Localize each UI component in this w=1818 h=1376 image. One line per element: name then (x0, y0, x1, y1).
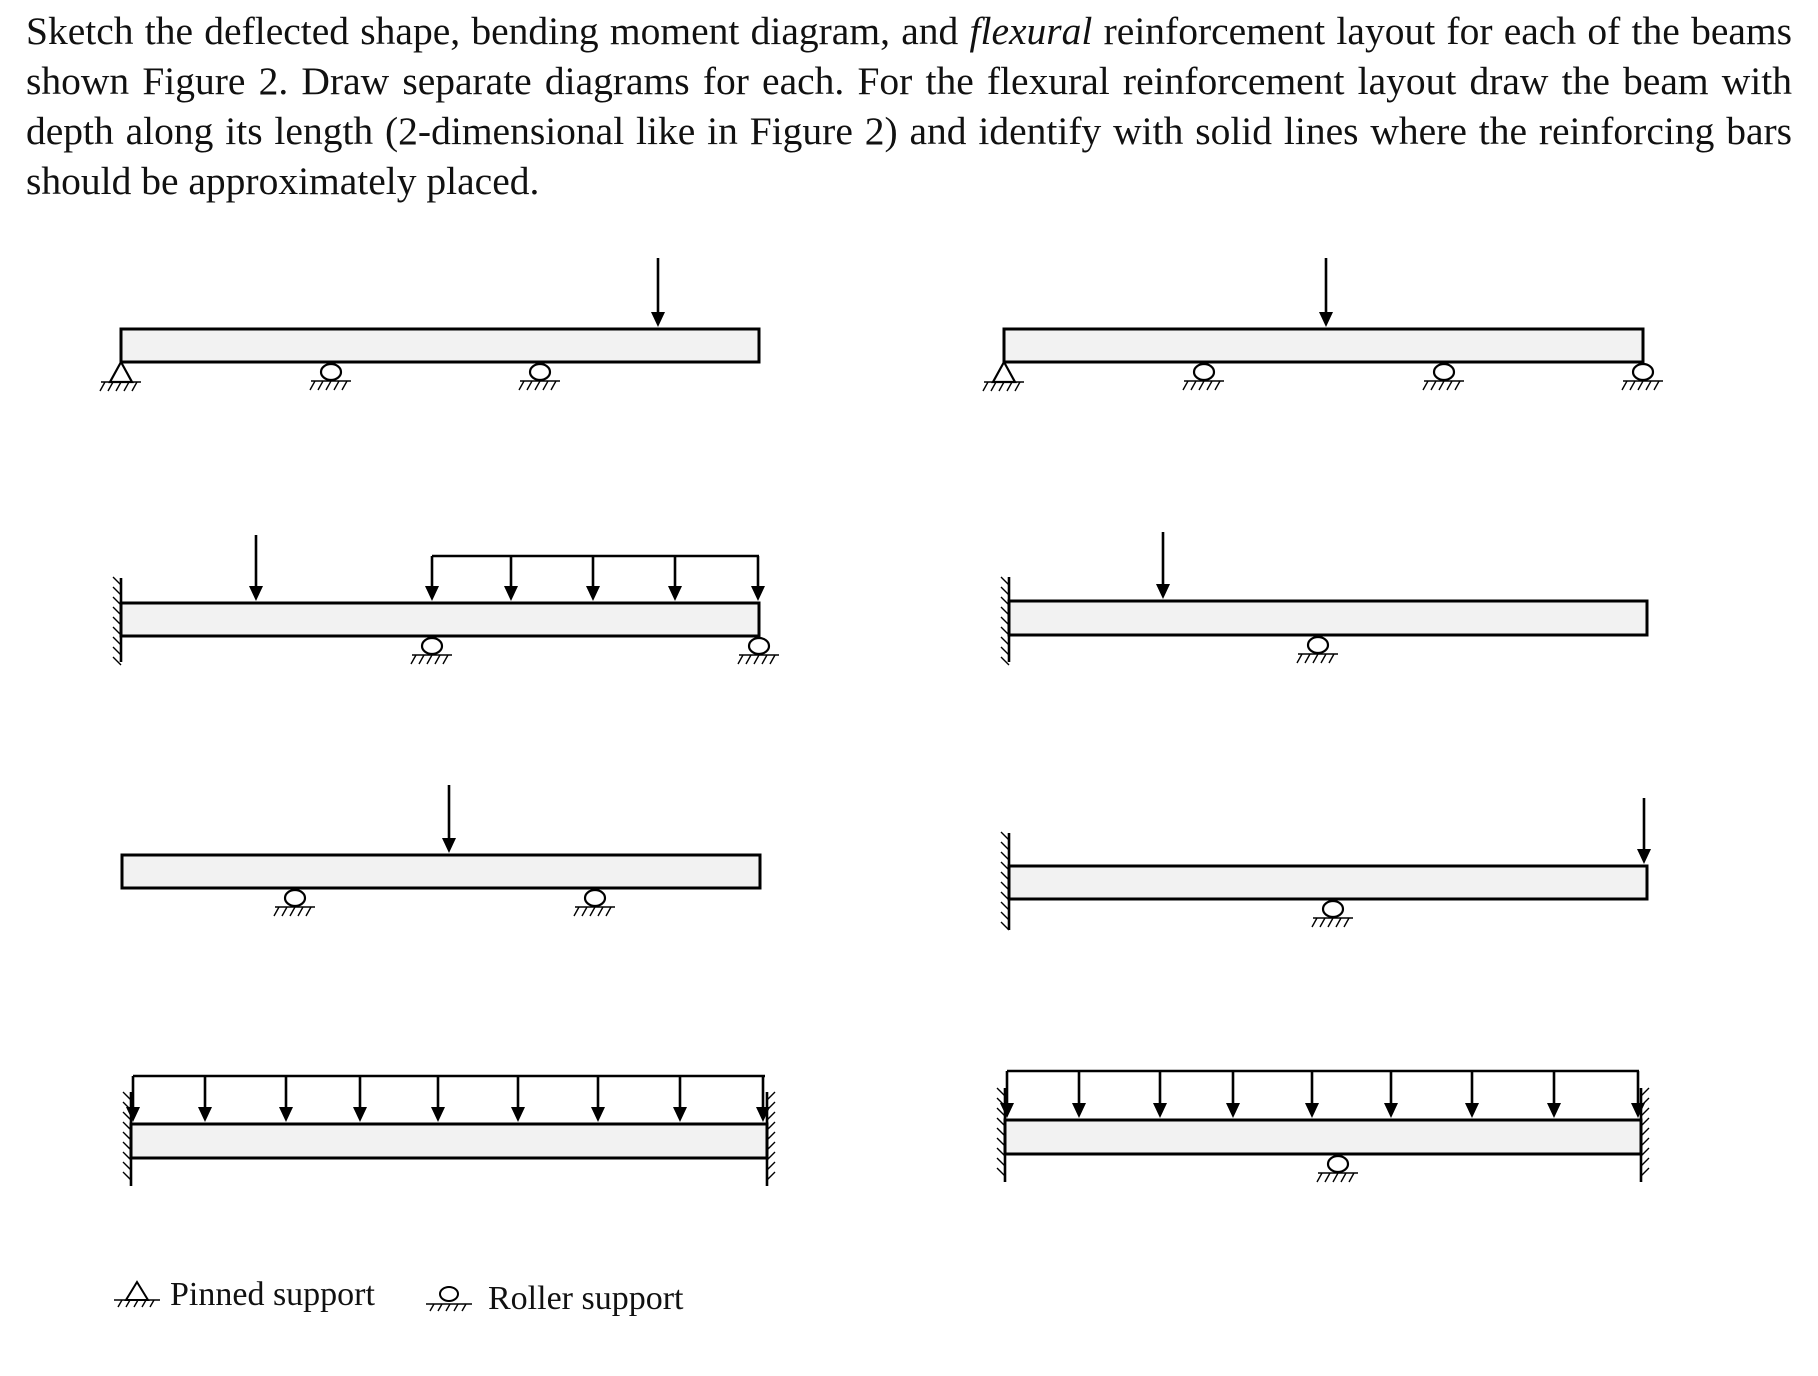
beam-8 (997, 1071, 1649, 1182)
pinned-support-legend-icon (114, 1282, 160, 1307)
roller-support-legend-icon (426, 1287, 472, 1311)
pinned-support-icon (983, 362, 1024, 391)
point-load-arrow (249, 535, 263, 601)
beam-2 (983, 258, 1663, 391)
prompt-emphasis: flexural (969, 9, 1093, 53)
beam-2-body (1004, 329, 1643, 362)
roller-support-icon (1312, 901, 1353, 927)
roller-support-icon (1622, 364, 1663, 390)
beam-3-body (121, 603, 759, 636)
point-load-arrow (1637, 798, 1651, 864)
beam-4-body (1009, 601, 1647, 635)
roller-support-icon (411, 638, 452, 664)
point-load-arrow (1319, 258, 1333, 327)
prompt-part2: reinforcement layout for each of the beams shown Figure 2. Draw separate diagrams for each. For the flexural reinforcement layout draw the beam with depth along its length (2-dimensional like in Figure 2) and identify with solid lines where the reinforcing bars should be approximately placed. (26, 9, 1792, 203)
beam-1 (100, 258, 759, 391)
beam-8-body (1005, 1120, 1641, 1154)
beam-1-body (121, 329, 759, 362)
beam-5-body (122, 855, 760, 888)
roller-support-icon (1423, 364, 1464, 390)
point-load-arrow (651, 258, 665, 327)
point-load-arrow (442, 785, 456, 853)
roller-support-icon (519, 364, 560, 390)
point-load-arrow (1156, 532, 1170, 599)
roller-support-icon (1183, 364, 1224, 390)
prompt-part1: Sketch the deflected shape, bending moment diagram, and (26, 9, 970, 53)
beam-4 (1001, 532, 1647, 665)
beam-5 (122, 785, 760, 916)
distributed-load (126, 1076, 770, 1122)
roller-support-icon (574, 890, 615, 916)
distributed-load (425, 556, 765, 601)
beam-7-body (131, 1124, 767, 1158)
beam-6 (1001, 798, 1651, 930)
roller-support-icon (738, 638, 779, 664)
roller-support-icon (1317, 1156, 1358, 1182)
legend (114, 1276, 684, 1317)
beam-3 (113, 535, 779, 665)
roller-support-icon (310, 364, 351, 390)
distributed-load (1000, 1071, 1645, 1118)
beam-6-body (1009, 866, 1647, 899)
roller-support-icon (1297, 637, 1338, 663)
pinned-support-label: Pinned support (170, 1276, 375, 1313)
roller-support-icon (274, 890, 315, 916)
beam-7 (123, 1076, 775, 1186)
roller-support-label: Roller support (488, 1280, 684, 1317)
pinned-support-icon (100, 362, 141, 391)
